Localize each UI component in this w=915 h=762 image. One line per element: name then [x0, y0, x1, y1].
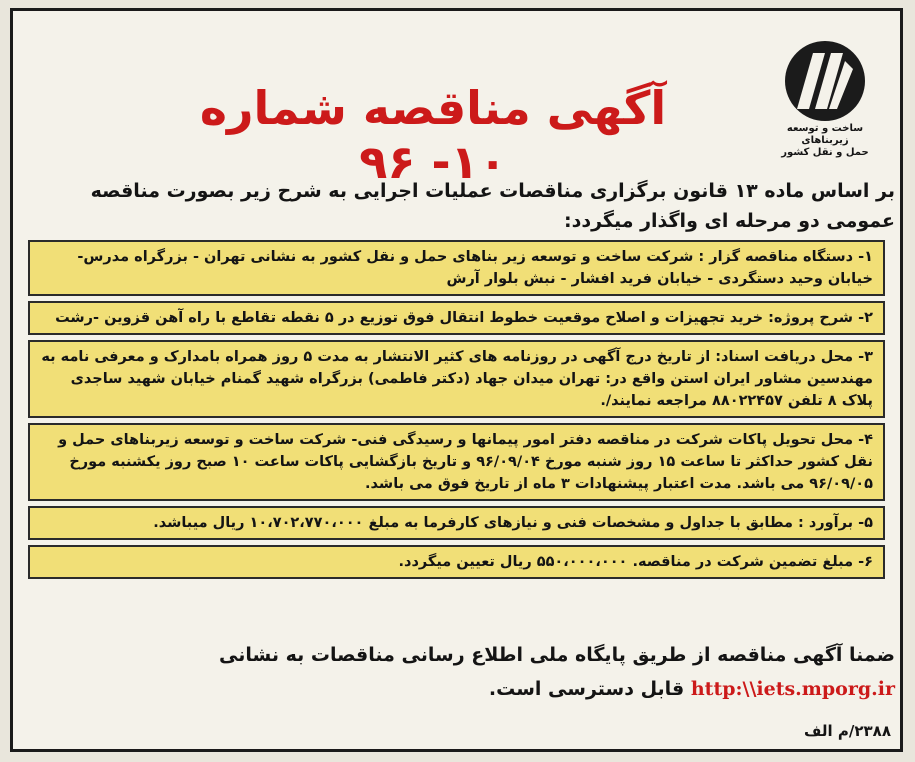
notice-title: آگهی مناقصه شماره ۱۰- ۹۶ [199, 81, 667, 189]
clause-text: ۶- مبلغ تضمین شرکت در مناقصه. ۵۵۰،۰۰۰،۰۰۰ ریال تعیین میگردد. [398, 554, 873, 570]
clause-3 [28, 340, 885, 418]
footer-paragraph [24, 638, 895, 706]
clause-6 [28, 545, 885, 579]
company-logo-icon [783, 39, 867, 123]
clause-text: ۳- محل دریافت اسناد: از تاریخ درج آگهی در روزنامه های کثیر الانتشار به مدت ۵ روز همراه بامدارک و معرفی نامه به مهندسین مشاور ایران استن واقع در: تهران میدان جهاد (دکتر فاطمی) بزرگراه شهید گمنام خیابان شهید ساجدی پلاک ۸ تلفن ۸۸۰۲۲۴۵۷ مراجعه نمایند/. [41, 349, 873, 409]
clause-5 [28, 506, 885, 540]
company-logo [770, 39, 880, 169]
logo-caption-line2: حمل و نقل کشور [781, 147, 869, 158]
clause-text: ۵- برآورد : مطابق با جداول و مشخصات فنی و نیازهای کارفرما به مبلغ ۱۰،۷۰۲،۷۷۰،۰۰۰ ریال میباشد. [153, 515, 873, 531]
logo-caption-line1: ساخت و توسعه زیربناهای [786, 123, 864, 146]
intro-paragraph: بر اساس ماده ۱۳ قانون برگزاری مناقصات عملیات اجرایی به شرح زیر بصورت مناقصه عمومی دو مرحله ای واگذار میگردد: [90, 180, 895, 232]
notice-code: ۲۳۸۸/م الف [804, 722, 891, 740]
clause-text: ۱- دستگاه مناقصه گزار : شرکت ساخت و توسعه زیر بناهای حمل و نقل کشور به نشانی تهران - بزرگراه مدرس- خیابان وحید دستگردی - خیابان فرید افشار - نبش بلوار آرش [77, 249, 873, 287]
clause-text: ۴- محل تحویل پاکات شرکت در مناقصه دفتر امور پیمانها و رسیدگی فنی- شرکت ساخت و توسعه زیربناهای حمل و نقل کشور حداکثر تا ساعت ۱۵ روز شنبه مورخ ۹۶/۰۹/۰۴ و تاریخ بازگشایی پاکات ساعت ۱۰ صبح روز یکشنبه مورخ ۹۶/۰۹/۰۵ می باشد. مدت اعتبار پیشنهادات ۳ ماه از تاریخ فوق می باشد. [58, 432, 873, 492]
footer-text-before: ضمنا آگهی مناقصه از طریق پایگاه ملی اطلاع رسانی مناقصات به نشانی [219, 644, 895, 666]
clause-text: ۲- شرح پروژه: خرید تجهیزات و اصلاح موقعیت خطوط انتقال فوق توزیع در ۵ نقطه تقاطع با راه آهن قزوین -رشت [55, 310, 873, 326]
tender-portal-link[interactable]: http:\\iets.mporg.ir [690, 678, 895, 700]
clause-1 [28, 240, 885, 296]
footer-text-after: قابل دسترسی است. [488, 678, 685, 700]
clause-4 [28, 423, 885, 501]
clauses-list [28, 240, 885, 584]
clause-2 [28, 301, 885, 335]
